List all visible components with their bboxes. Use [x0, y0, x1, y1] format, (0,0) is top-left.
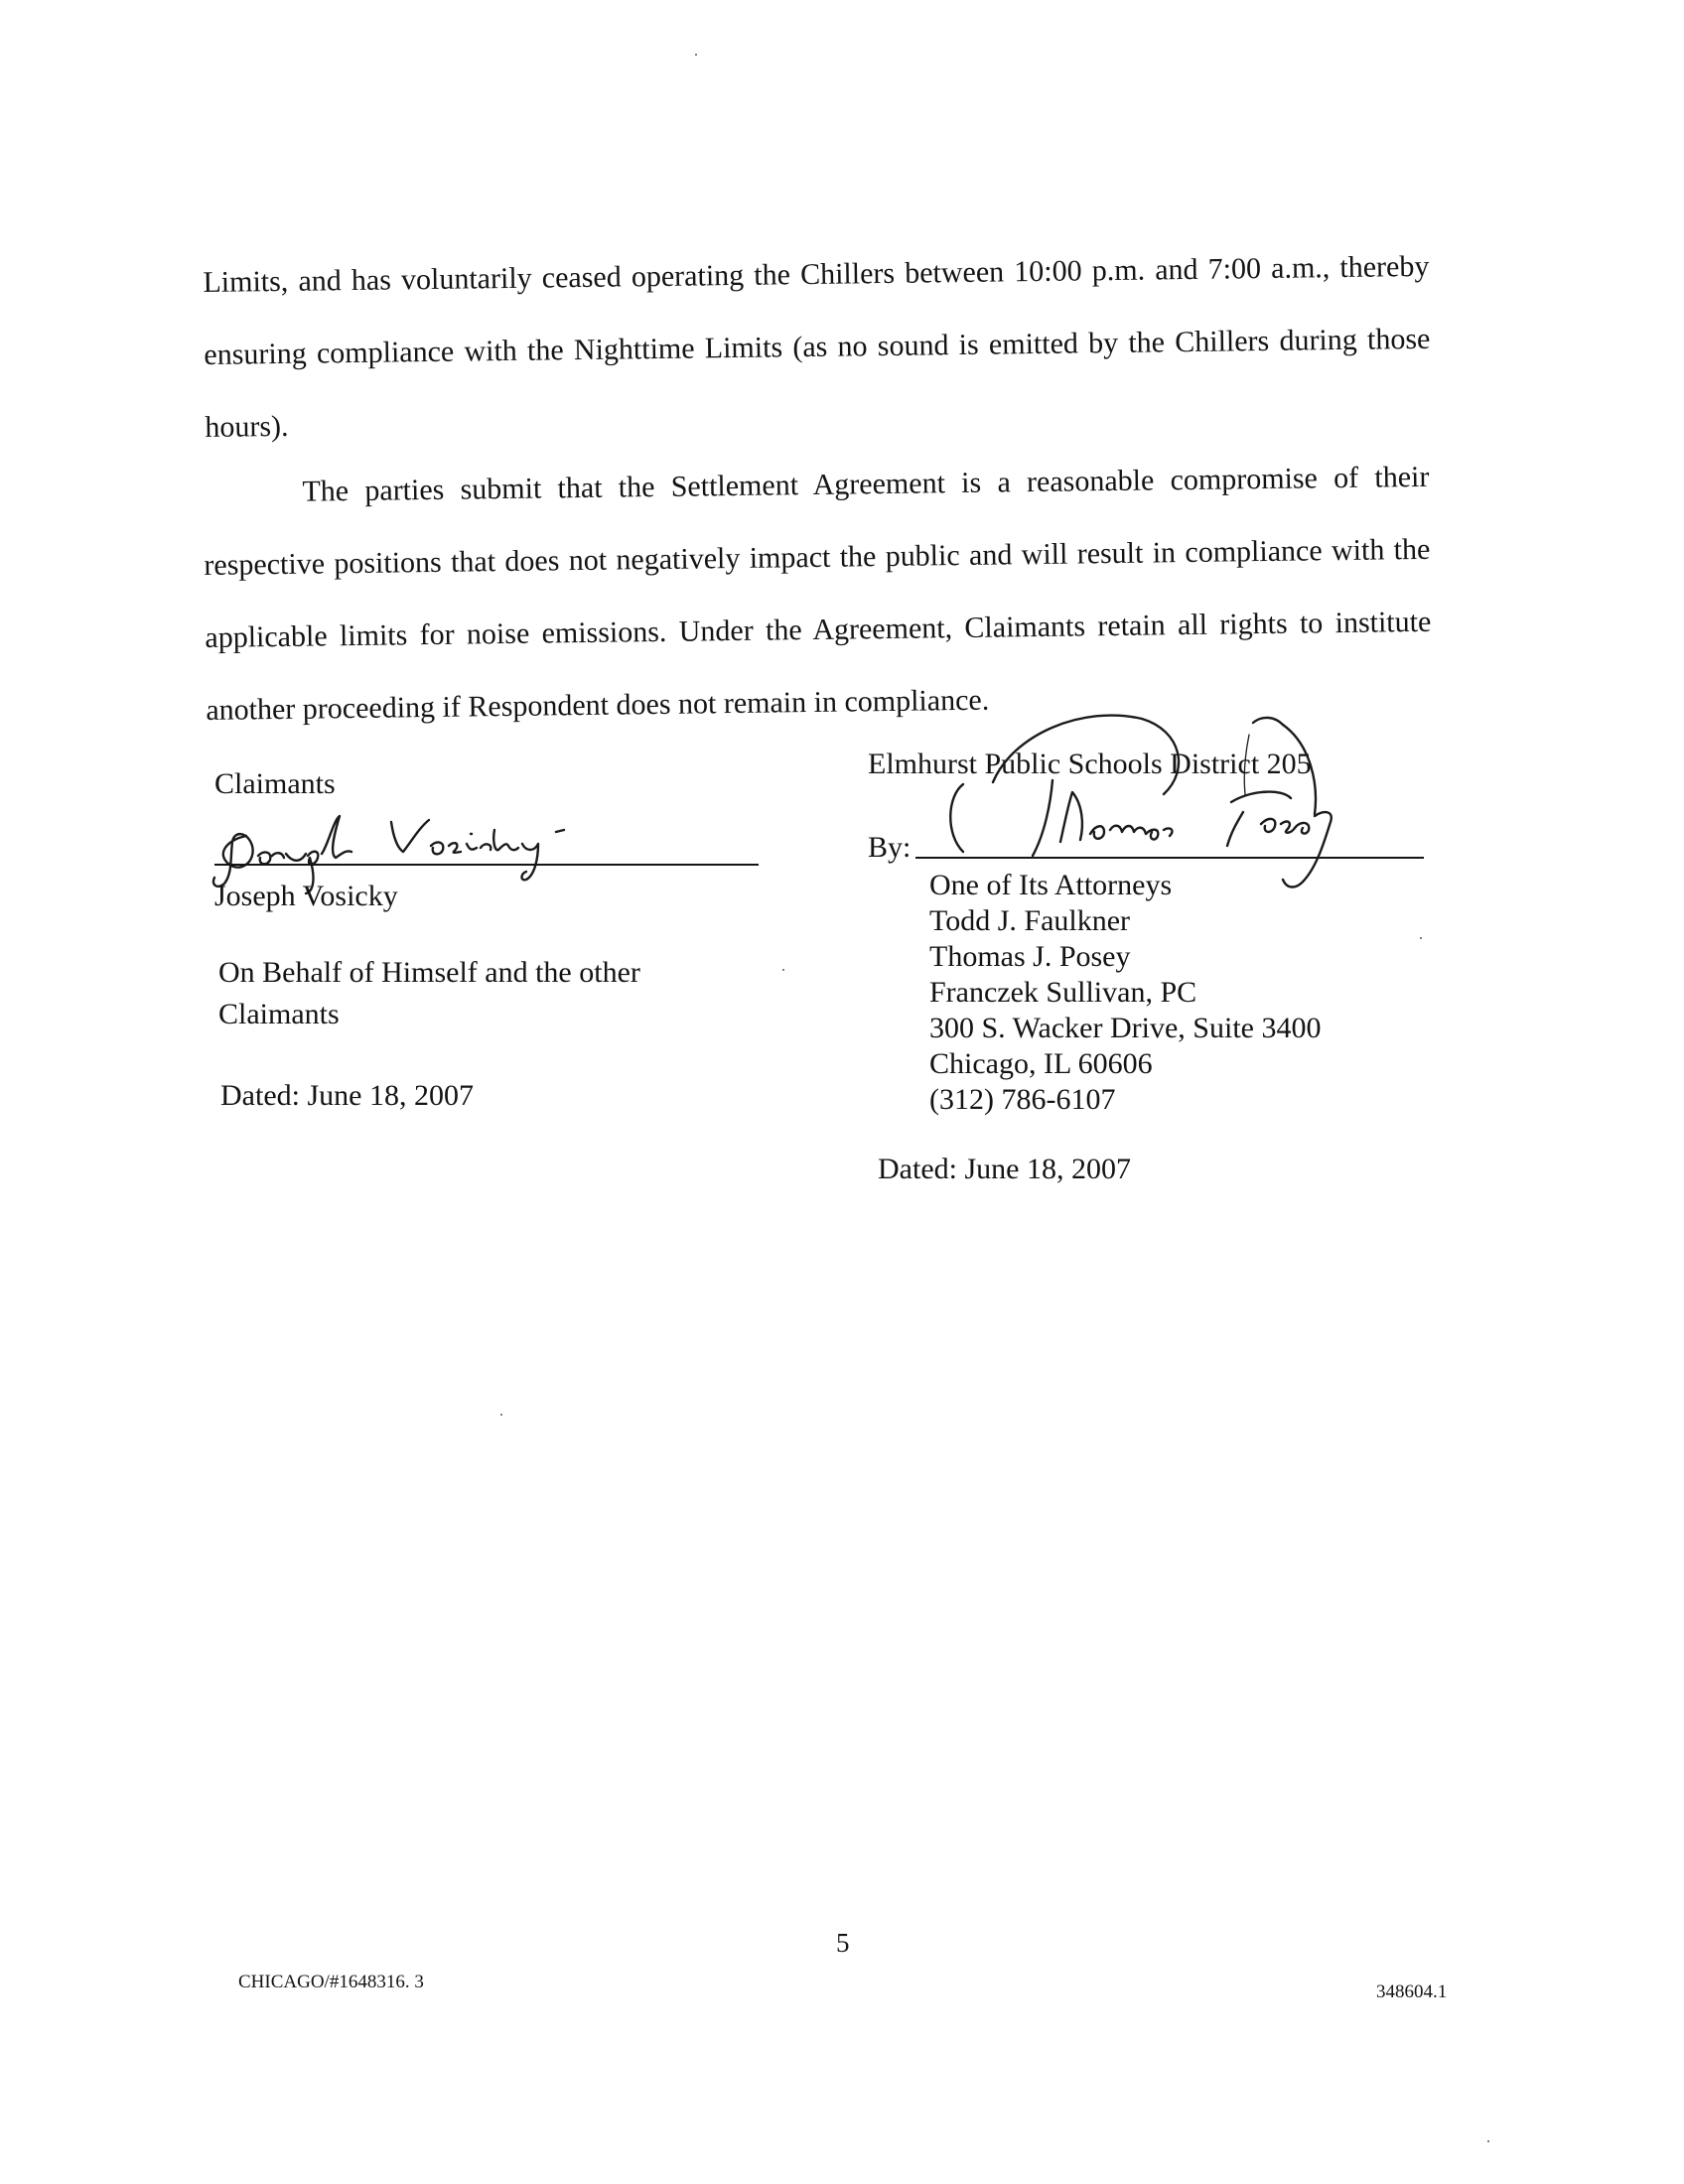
phone-number: (312) 786-6107: [929, 1083, 1116, 1116]
by-label: By:: [868, 831, 912, 864]
scan-speck: [1487, 2140, 1489, 2142]
scan-speck: [1420, 937, 1422, 939]
scan-speck: [782, 969, 784, 971]
attorney-1: Todd J. Faulkner: [929, 904, 1131, 937]
signer-name: Joseph Vosicky: [214, 880, 398, 912]
attorney-role: One of Its Attorneys: [929, 869, 1173, 901]
address-line-2: Chicago, IL 60606: [929, 1047, 1153, 1080]
address-line-1: 300 S. Wacker Drive, Suite 3400: [929, 1012, 1322, 1044]
law-firm: Franczek Sullivan, PC: [929, 976, 1197, 1009]
attorney-2: Thomas J. Posey: [929, 940, 1131, 973]
district-label: Elmhurst Public Schools District 205: [868, 748, 1312, 780]
behalf-line-2: Claimants: [218, 998, 340, 1030]
right-dated: Dated: June 18, 2007: [878, 1153, 1131, 1185]
paragraph-2: The parties submit that the Settlement Agreement is a reasonable compromise of their respective positions that does not negatively impact the public and will result in compliance with the applicable limits for noise emissions. Under the Agreement, Claimants retain all rights to institute another proceeding if Respondent does not remain in compliance.: [204, 460, 1432, 727]
paragraph-1: Limits, and has voluntarily ceased operating the Chillers between 10:00 p.m. and 7:00 a.m., thereby ensuring compliance with the Nighttime Limits (as no sound is emitted by the Chillers during those hours).: [203, 249, 1431, 444]
scan-speck: [500, 1414, 502, 1416]
left-signature-line: [214, 864, 759, 866]
page-number: 5: [836, 1928, 850, 1958]
left-dated: Dated: June 18, 2007: [220, 1079, 474, 1112]
claimants-label: Claimants: [214, 767, 336, 800]
doc-id-right: 348604.1: [1376, 1981, 1448, 2002]
behalf-line-1: On Behalf of Himself and the other: [218, 956, 640, 989]
doc-id-left: CHICAGO/#1648316. 3: [238, 1972, 424, 1992]
scan-speck: [695, 54, 697, 56]
